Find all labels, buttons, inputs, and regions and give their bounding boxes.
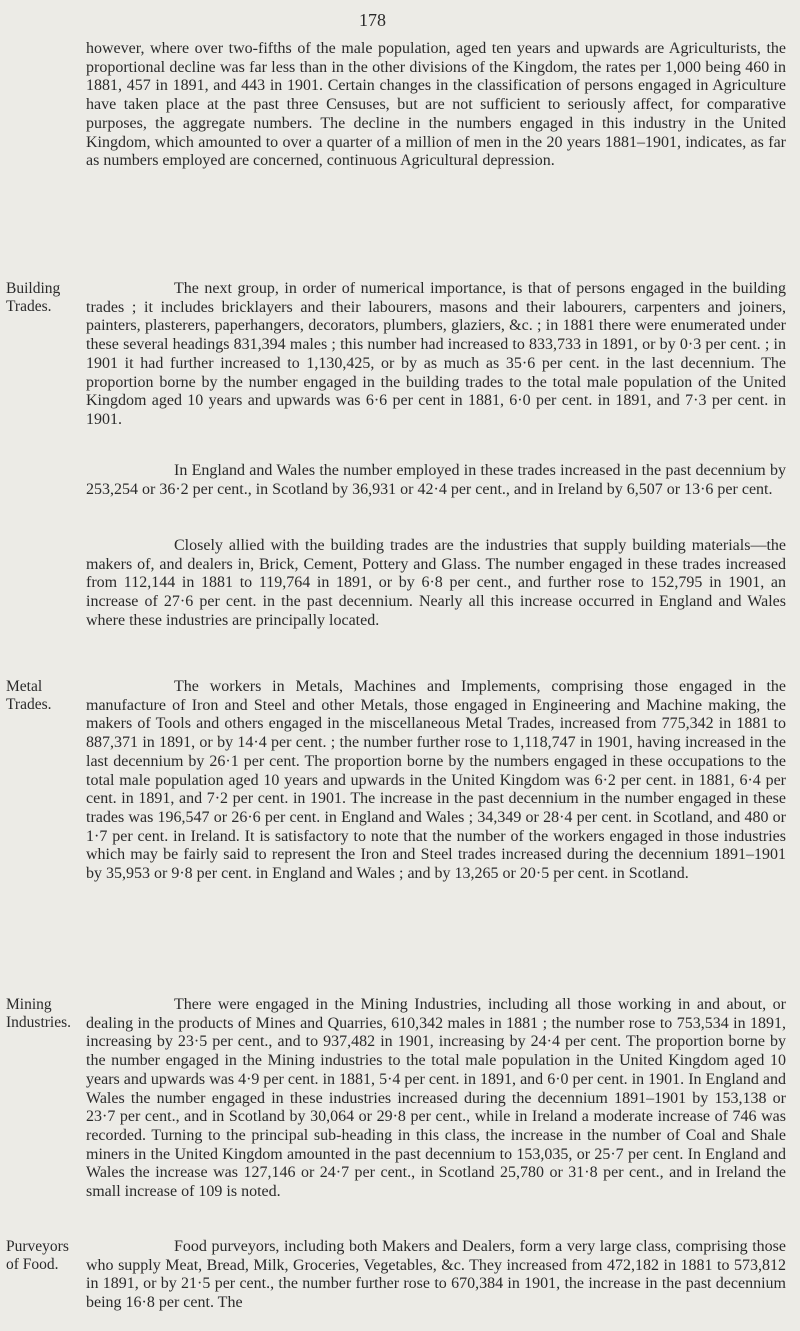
margin-note-building-trades: Building Trades. [6, 280, 61, 315]
paragraph-building-materials: Closely allied with the building trades are the industries that supply building materials—the makers of, and dealers in, Brick, Cement, Pottery and Glass. The number engaged in these trades increased from 112,144 in 1881 to 119,764 in 1891, or by 6·8 per cent., and further rose to 152,795 in 1901, an increase of 27·6 per cent. in the past decennium. Nearly all this increase occurred in England and Wales where these industries are principally located. [86, 537, 786, 629]
page-number: 178 [359, 10, 386, 30]
paragraph-building-regional: In England and Wales the number employed in these trades increased in the past decennium by 253,254 or 36·2 per cent., in Scotland by 36,931 or 42·4 per cent., and in Ireland by 6,507 or 13·6 per cent. [86, 462, 786, 498]
paragraph-food-purveyors: Food purveyors, including both Makers and Dealers, form a very large class, comprising those who supply Meat, Bread, Milk, Groceries, Vegetables, &c. They increased from 472,182 in 1881 to 573,812 in 1891, or by 21·5 per cent., the number further rose to 670,384 in 1901, the increase in the past decennium being 16·8 per cent. The [86, 1238, 786, 1312]
margin-note-metal-trades: Metal Trades. [6, 678, 52, 713]
paragraph-mining-industries: There were engaged in the Mining Industries, including all those working in and about, or dealing in the products of Mines and Quarries, 610,342 males in 1881 ; the number rose to 753,534 in 1891, increasing by 23·5 per cent., and to 937,482 in 1901, increasing by 24·4 per cent. The proportion borne by the number engaged in the Mining industries to the total male population in the United Kingdom aged 10 years and upwards was 4·9 per cent. in 1881, 5·4 per cent. in 1891, and 6·0 per cent. in 1901. In England and Wales the number engaged in these industries increased during the decennium 1891–1901 by 153,138 or 23·7 per cent., and in Scotland by 30,064 or 29·8 per cent., while in Ireland a moderate increase of 746 was recorded. Turning to the principal sub-heading in this class, the increase in the number of Coal and Shale miners in the United Kingdom amounted in the past decennium to 153,035, or 25·7 per cent. In England and Wales the increase was 127,146 or 24·7 per cent., in Scotland 25,780 or 31·8 per cent., and in Ireland the small increase of 109 is noted. [86, 996, 786, 1201]
paragraph-metal-trades: The workers in Metals, Machines and Implements, comprising those engaged in the manufacture of Iron and Steel and other Metals, those engaged in Engineering and Machine making, the makers of Tools and others engaged in the miscellaneous Metal Trades, increased from 775,342 in 1881 to 887,371 in 1891, or by 14·4 per cent. ; the number further rose to 1,118,747 in 1901, having increased in the last decennium by 26·1 per cent. The proportion borne by the numbers engaged in these occupations to the total male population aged 10 years and upwards in the United Kingdom was 6·2 per cent. in 1881, 6·4 per cent. in 1891, and 7·2 per cent. in 1901. The increase in the past decennium in the number engaged in these trades was 196,547 or 26·6 per cent. in England and Wales ; 34,349 or 28·4 per cent. in Scotland, and 480 or 1·7 per cent. in Ireland. It is satisfactory to note that the number of the workers engaged in those industries which may be fairly said to represent the Iron and Steel trades increased during the decennium 1891–1901 by 35,953 or 9·8 per cent. in England and Wales ; and by 13,265 or 20·5 per cent. in Scotland. [86, 678, 786, 883]
margin-note-purveyors-of-food: Purveyors of Food. [6, 1238, 69, 1273]
paragraph-building-trades: The next group, in order of numerical importance, is that of persons engaged in the building trades ; it includes bricklayers and their labourers, masons and their labourers, carpenters and joiners, painters, plasterers, paperhangers, decorators, plumbers, glaziers, &c. ; in 1881 there were enumerated under these several headings 831,394 males ; this number had increased to 833,733 in 1891, or by 0·3 per cent. ; in 1901 it had further increased to 1,130,425, or by as much as 35·6 per cent. in the last decennium. The proportion borne by the number engaged in the building trades to the total male population of the United Kingdom aged 10 years and upwards was 6·6 per cent in 1881, 6·0 per cent. in 1891, and 7·3 per cent. in 1901. [86, 280, 786, 428]
margin-note-mining-industries: Mining Industries. [6, 996, 72, 1031]
paragraph-agriculture: however, where over two-fifths of the male population, aged ten years and upwards are Agriculturists, the proportional decline was far less than in the other divisions of the Kingdom, the rates per 1,000 being 460 in 1881, 457 in 1891, and 443 in 1901. Certain changes in the classification of persons engaged in Agriculture have taken place at the past three Censuses, but are not sufficient to seriously affect, for comparative purposes, the aggregate numbers. The decline in the numbers engaged in this industry in the United Kingdom, which amounted to over a quarter of a million of men in the 20 years 1881–1901, indicates, as far as numbers employed are concerned, continuous Agricultural depression. [86, 40, 786, 170]
